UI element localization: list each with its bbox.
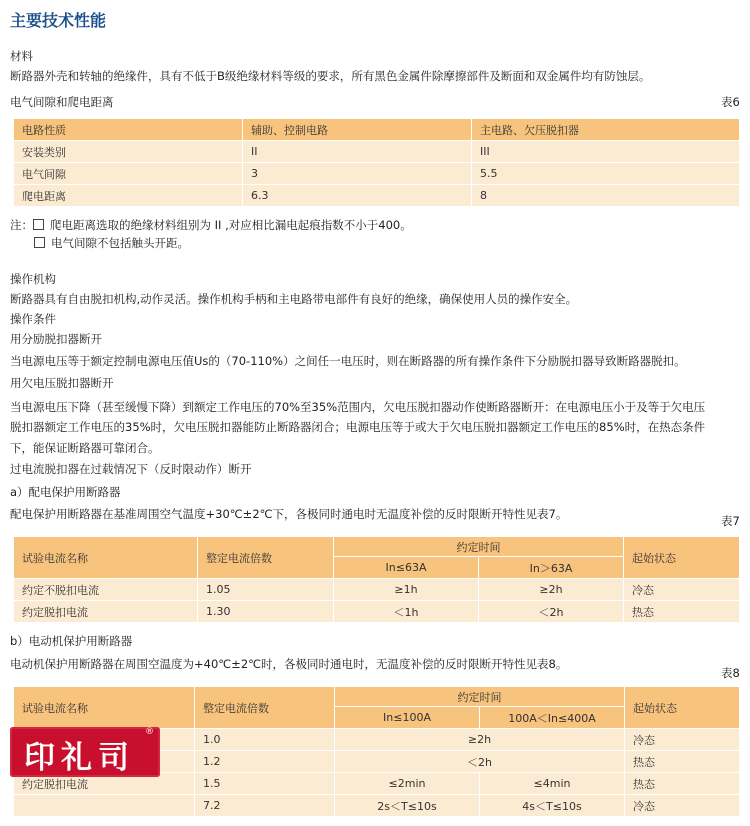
table-cell: 1.30 bbox=[198, 601, 334, 623]
under-text-line: 下，能保证断路器可靠闭合。 bbox=[10, 441, 160, 455]
distribution-heading: a）配电保护用断路器 bbox=[10, 485, 121, 499]
header-cell: 100A＜In≤400A bbox=[480, 707, 625, 729]
table-cell: 1.5 bbox=[195, 773, 335, 795]
table-cell: ＜2h bbox=[479, 601, 624, 623]
table-cell: ≥2h bbox=[335, 729, 625, 751]
overload-heading: 过电流脱扣器在过载情况下（反时限动作）断开 bbox=[10, 462, 252, 476]
table-cell: 约定不脱扣电流 bbox=[14, 579, 198, 601]
header-cell: In＞63A bbox=[479, 557, 624, 579]
table-row bbox=[14, 579, 740, 601]
table-cell: 1.05 bbox=[198, 579, 334, 601]
distribution-table bbox=[13, 536, 740, 623]
table-cell: 3 bbox=[243, 163, 472, 185]
table6-label: 表6 bbox=[721, 95, 740, 109]
watermark-stamp bbox=[10, 727, 160, 777]
header-cell: 约定时间 bbox=[334, 537, 624, 557]
table-cell: ＜1h bbox=[334, 601, 479, 623]
header-cell: 整定电流倍数 bbox=[195, 687, 335, 729]
table-cell: 8 bbox=[472, 185, 740, 207]
header-cell: 主电路、欠压脱扣器 bbox=[472, 119, 740, 141]
clearance-heading: 电气间隙和爬电距离 bbox=[10, 95, 114, 109]
header-cell: 起始状态 bbox=[624, 537, 740, 579]
table-cell: ＜2h bbox=[335, 751, 625, 773]
table-cell: 7.2 bbox=[195, 795, 335, 817]
note-prefix: 注： bbox=[10, 218, 33, 232]
table7-label: 表7 bbox=[721, 514, 740, 528]
table-header-row bbox=[14, 537, 740, 557]
table-cell: 热态 bbox=[625, 751, 740, 773]
shunt-text: 当电源电压等于额定控制电源电压值Us的（70-110%）之间任一电压时，则在断路器的所有操作条件下分励脱扣器导致断路器脱扣。 bbox=[10, 354, 686, 368]
motor-text: 电动机保护用断路器在周围空温度为+40℃±2℃时，各极同时通电时，无温度补偿的反时限断开特性见表8。 bbox=[10, 657, 568, 671]
operation-heading: 操作机构 bbox=[10, 272, 56, 286]
table-cell: 4s＜T≤10s bbox=[480, 795, 625, 817]
table8-label: 表8 bbox=[721, 666, 740, 680]
header-cell: 辅助、控制电路 bbox=[243, 119, 472, 141]
table-row bbox=[14, 601, 740, 623]
under-heading: 用欠电压脱扣器断开 bbox=[10, 376, 114, 390]
operation-text: 断路器具有自由脱扣机构,动作灵活。操作机构手柄和主电路带电部件有良好的绝缘，确保使用人员的操作安全。 bbox=[10, 292, 578, 306]
under-text-line: 脱扣器额定工作电压的35%时，欠电压脱扣器能防止断路器闭合；电源电压等于或大于欠电压脱扣器额定工作电压的85%时，在热态条件 bbox=[10, 420, 706, 434]
distribution-text: 配电保护用断路器在基准周围空气温度+30℃±2℃下，各极同时通电时无温度补偿的反时限断开特性见表7。 bbox=[10, 507, 568, 521]
page-title: 主要技术性能 bbox=[10, 11, 107, 30]
table-cell: 冷态 bbox=[625, 795, 740, 817]
under-text-line: 当电源电压下降（甚至缓慢下降）到额定工作电压的70%至35%范围内，欠电压脱扣器动作使断路器断开：在电源电压小于及等于欠电压 bbox=[10, 400, 706, 414]
header-cell: 整定电流倍数 bbox=[198, 537, 334, 579]
table-cell: 约定脱扣电流 bbox=[14, 773, 195, 795]
table-cell: 2s＜T≤10s bbox=[335, 795, 480, 817]
stamp-text: 印礼司 bbox=[24, 740, 135, 776]
table-cell: ≤4min bbox=[480, 773, 625, 795]
table-row bbox=[14, 185, 740, 207]
motor-heading: b）电动机保护用断路器 bbox=[10, 634, 133, 648]
table-cell: 5.5 bbox=[472, 163, 740, 185]
registered-mark: ® bbox=[145, 727, 154, 737]
note-text: 电气间隙不包括触头开距。 bbox=[51, 236, 189, 250]
table-cell: 约定脱扣电流 bbox=[14, 601, 198, 623]
table-cell: ≥2h bbox=[479, 579, 624, 601]
table-cell: 冷态 bbox=[624, 579, 740, 601]
header-cell: 电路性质 bbox=[14, 119, 243, 141]
table-header-row bbox=[14, 687, 740, 707]
table-cell: 1.2 bbox=[195, 751, 335, 773]
table-row bbox=[14, 141, 740, 163]
table-cell: 热态 bbox=[624, 601, 740, 623]
header-cell: 试验电流名称 bbox=[14, 537, 198, 579]
header-cell: In≤63A bbox=[334, 557, 479, 579]
table-header-row bbox=[14, 119, 740, 141]
header-cell: 试验电流名称 bbox=[14, 687, 195, 729]
table-cell: III bbox=[472, 141, 740, 163]
table-cell: 爬电距离 bbox=[14, 185, 243, 207]
table-cell: ≤2min bbox=[335, 773, 480, 795]
table-cell: 6.3 bbox=[243, 185, 472, 207]
table-cell: 电气间隙 bbox=[14, 163, 243, 185]
checkbox-icon bbox=[33, 219, 44, 230]
note-item bbox=[34, 236, 189, 251]
table-cell: 热态 bbox=[625, 773, 740, 795]
note-item bbox=[10, 218, 412, 233]
table-cell: 冷态 bbox=[625, 729, 740, 751]
checkbox-icon bbox=[34, 237, 45, 248]
header-cell: 约定时间 bbox=[335, 687, 625, 707]
table-cell bbox=[14, 795, 195, 817]
table-cell: II bbox=[243, 141, 472, 163]
header-cell: In≤100A bbox=[335, 707, 480, 729]
table-row bbox=[14, 163, 740, 185]
materials-heading: 材料 bbox=[10, 49, 33, 63]
table-row bbox=[14, 795, 740, 817]
shunt-heading: 用分励脱扣器断开 bbox=[10, 332, 102, 346]
table-cell: 1.0 bbox=[195, 729, 335, 751]
conditions-heading: 操作条件 bbox=[10, 312, 56, 326]
note-text: 爬电距离选取的绝缘材料组别为 II ,对应相比漏电起痕指数不小于400。 bbox=[50, 218, 412, 232]
table-cell: 安装类别 bbox=[14, 141, 243, 163]
table-cell: ≥1h bbox=[334, 579, 479, 601]
header-cell: 起始状态 bbox=[625, 687, 740, 729]
clearance-table bbox=[13, 118, 740, 207]
materials-text: 断路器外壳和转轴的绝缘件，具有不低于B级绝缘材料等级的要求，所有黑色金属件除摩擦部件及断面和双金属件均有防蚀层。 bbox=[10, 69, 651, 83]
